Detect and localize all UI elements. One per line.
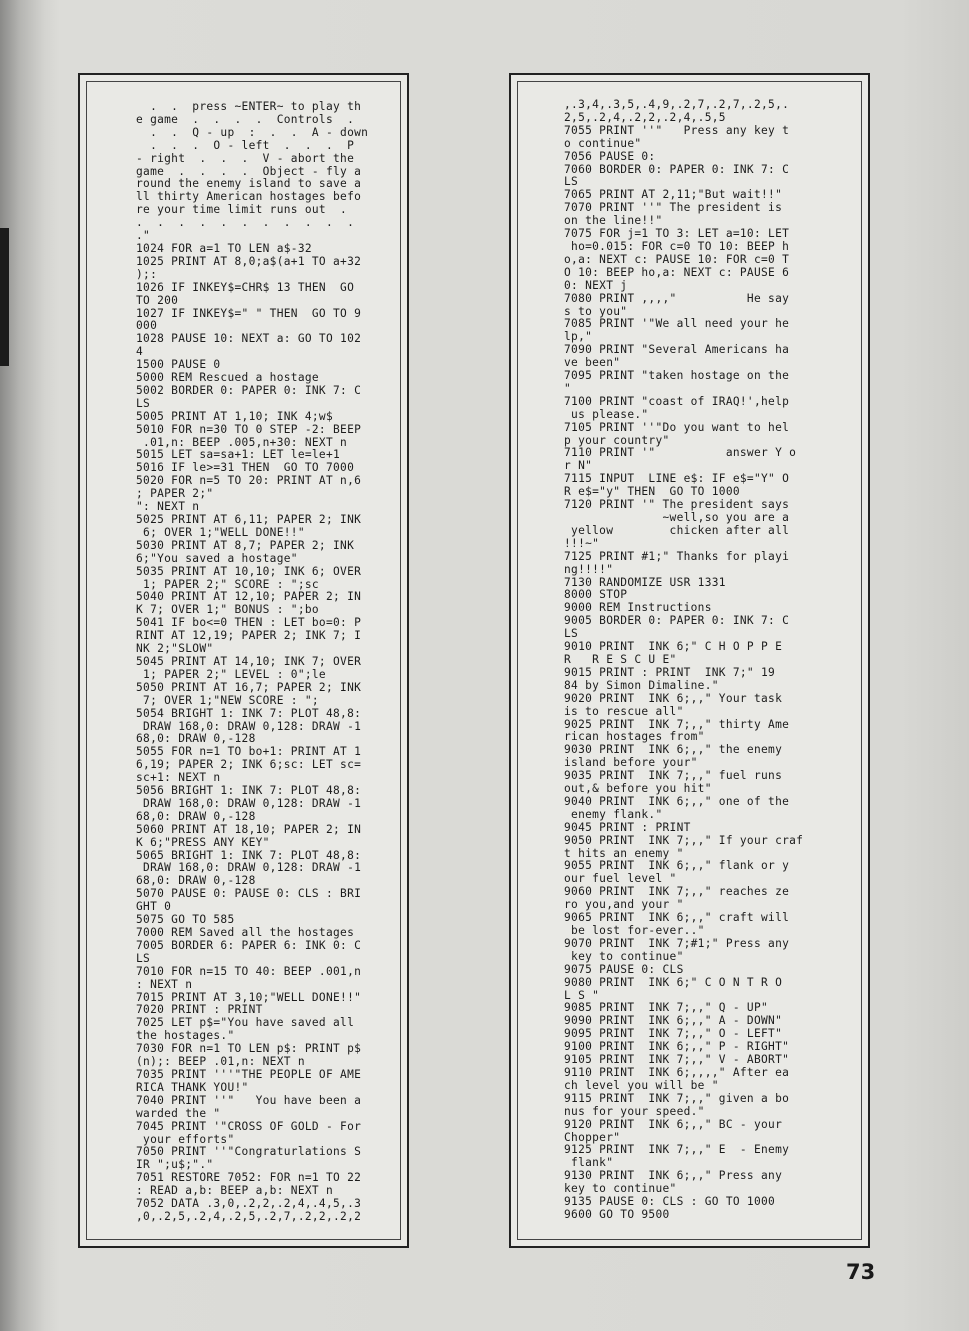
binding-edge [0, 228, 9, 366]
left-code-listing: . . press ~ENTER~ to play th e game . . . . Controls . . . Q - up : . . A - down . . . O - left . . . P - right . . . V - abort the game . . . . Object - fly a round the enemy island to save a ll thirty American hostages befo re your time limit runs out . . . . . . . . . . . . ." 1024 FOR a=1 TO LEN a$-32 1025 PRINT AT 8,0;a$(a+1 TO a+32 );: 1026 IF INKEY$=CHR$ 13 THEN GO TO 200 1027 IF INKEY$=" " THEN GO TO 9 000 1028 PAUSE 10: NEXT a: GO TO 102 4 1500 PAUSE 0 5000 REM Rescued a hostage 5002 BORDER 0: PAPER 0: INK 7: C LS 5005 PRINT AT 1,10; INK 4;w$ 5010 FOR n=30 TO 0 STEP -2: BEEP .01,n: BEEP .005,n+30: NEXT n 5015 LET sa=sa+1: LET le=le+1 5016 IF le>=31 THEN GO TO 7000 5020 FOR n=5 TO 20: PRINT AT n,6 ; PAPER 2;" ": NEXT n 5025 PRINT AT 6,11; PAPER 2; INK 6; OVER 1;"WELL DONE!!" 5030 PRINT AT 8,7; PAPER 2; INK 6;"You saved a hostage" 5035 PRINT AT 10,10; INK 6; OVER 1; PAPER 2;" SCORE : ";sc 5040 PRINT AT 12,10; PAPER 2; IN K 7; OVER 1;" BONUS : ";bo 5041 IF bo<=0 THEN : LET bo=0: P RINT AT 12,19; PAPER 2; INK 7; I NK 2;"SLOW" 5045 PRINT AT 14,10; INK 7; OVER 1; PAPER 2;" LEVEL : 0";le 5050 PRINT AT 16,7; PAPER 2; INK 7; OVER 1;"NEW SCORE : "; 5054 BRIGHT 1: INK 7: PLOT 48,8: DRAW 168,0: DRAW 0,128: DRAW -1 68,0: DRAW 0,-128 5055 FOR n=1 TO bo+1: PRINT AT 1 6,19; PAPER 2; INK 6;sc: LET sc= sc+1: NEXT n 5056 BRIGHT 1: INK 7: PLOT 48,8: DRAW 168,0: DRAW 0,128: DRAW -1 68,0: DRAW 0,-128 5060 PRINT AT 18,10; PAPER 2; IN K 6;"PRESS ANY KEY" 5065 BRIGHT 1: INK 7: PLOT 48,8: DRAW 168,0: DRAW 0,128: DRAW -1 68,0: DRAW 0,-128 5070 PAUSE 0: PAUSE 0: CLS : BRI GHT 0 5075 GO TO 585 7000 REM Saved all the hostages 7005 BORDER 6: PAPER 6: INK 0: C LS 7010 FOR n=15 TO 40: BEEP .001,n : NEXT n 7015 PRINT AT 3,10;"WELL DONE!!" 7020 PRINT : PRINT 7025 LET p$="You have saved all the hostages." 7030 FOR n=1 TO LEN p$: PRINT p$ (n);: BEEP .01,n: NEXT n 7035 PRINT '''"THE PEOPLE OF AME RICA THANK YOU!" 7040 PRINT ''" You have been a warded the " 7045 PRINT '"CROSS OF GOLD - For your efforts" 7050 PRINT ''"Congraturlations S IR ";u$;"." 7051 RESTORE 7052: FOR n=1 TO 22 : READ a,b: BEEP a,b: NEXT n 7052 DATA .3,0,.2,2,.2,4,.4,5,.3 ,0,.2,5,.2,4,.2,5,.2,7,.2,2,.2,2 [136, 100, 369, 1223]
page-number: 73 [846, 1260, 876, 1284]
right-code-listing: ,.3,4,.3,5,.4,9,.2,7,.2,7,.2,5,. 2,5,.2,4,.2,2,.2,4,.5,5 7055 PRINT ''" Press any key t o continue" 7056 PAUSE 0: 7060 BORDER 0: PAPER 0: INK 7: C LS 7065 PRINT AT 2,11;"But wait!!" 7070 PRINT ''" The president is on the line!!" 7075 FOR j=1 TO 3: LET a=10: LET ho=0.015: FOR c=0 TO 10: BEEP h o,a: NEXT c: PAUSE 10: FOR c=0 T O 10: BEEP ho,a: NEXT c: PAUSE 6 0: NEXT j 7080 PRINT ,,,," He say s to you" 7085 PRINT '"We all need your he lp," 7090 PRINT "Several Americans ha ve been" 7095 PRINT "taken hostage on the " 7100 PRINT "coast of IRAQ!',help us please." 7105 PRINT ''"Do you want to hel p your country" 7110 PRINT '" answer Y o r N" 7115 INPUT LINE e$: IF e$="Y" O R e$="y" THEN GO TO 1000 7120 PRINT '" The president says ~well,so you are a yellow chicken after all !!!~" 7125 PRINT #1;" Thanks for playi ng!!!!" 7130 RANDOMIZE USR 1331 8000 STOP 9000 REM Instructions 9005 BORDER 0: PAPER 0: INK 7: C LS 9010 PRINT INK 6;" C H O P P E R R E S C U E" 9015 PRINT : PRINT INK 7;" 19 84 by Simon Dimaline." 9020 PRINT INK 6;,," Your task is to rescue all" 9025 PRINT INK 7;,," thirty Ame rican hostages from" 9030 PRINT INK 6;,," the enemy island before your" 9035 PRINT INK 7;,," fuel runs out,& before you hit" 9040 PRINT INK 6;,," one of the enemy flank." 9045 PRINT : PRINT 9050 PRINT INK 7;,," If your craf t hits an enemy " 9055 PRINT INK 6;,," flank or y our fuel level " 9060 PRINT INK 7;,," reaches ze ro you,and your " 9065 PRINT INK 6;,," craft will be lost for-ever.." 9070 PRINT INK 7;#1;" Press any key to continue" 9075 PAUSE 0: CLS 9080 PRINT INK 6;" C O N T R O L S " 9085 PRINT INK 7;,," Q - UP" 9090 PRINT INK 6;,," A - DOWN" 9095 PRINT INK 7;,," O - LEFT" 9100 PRINT INK 6;,," P - RIGHT" 9105 PRINT INK 7;,," V - ABORT" 9110 PRINT INK 6;,,,," After ea ch level you will be " 9115 PRINT INK 7;,," given a bo nus for your speed." 9120 PRINT INK 6;,," BC - your Chopper" 9125 PRINT INK 7;,," E - Enemy flank" 9130 PRINT INK 6;,," Press any key to continue" 9135 PAUSE 0: CLS : GO TO 1000 9600 GO TO 9500 [564, 98, 804, 1221]
